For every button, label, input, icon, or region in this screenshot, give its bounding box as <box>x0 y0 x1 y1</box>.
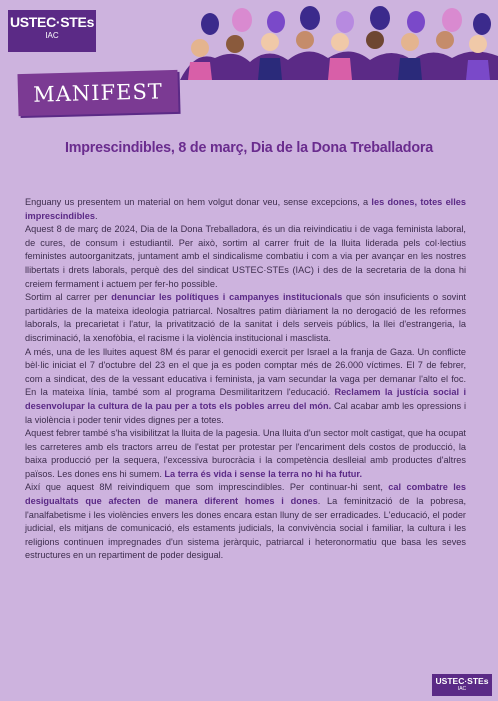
body-paragraph <box>25 481 466 563</box>
crowd-front-row <box>180 31 498 80</box>
body-paragraph <box>25 427 466 481</box>
body-paragraph <box>25 346 466 428</box>
manifest-body <box>25 196 466 563</box>
paragraph-text: . <box>94 210 98 221</box>
women-crowd-illustration <box>180 0 498 80</box>
emphasis-text: cal combatre les desigualtats que afecten de manera diferent homes i dones <box>25 482 467 507</box>
body-paragraph <box>25 291 466 345</box>
paragraph-text: Aquest 8 de març de 2024, Dia de la Dona Treballadora, és un dia reivindicatiu i de vaga feminista laboral, de cures, de consum i estudiantil. Per això, sortim al carrer fruit de la lluita liderada pels col·lectius feministes autoorganitzats, juntament amb el sindicalisme combatiu i com a via per avançar en les nostres llibertats i drets laborals, perquè des del sindicat USTEC·STEs (IAC) i des de la secretaria de la dona hi creiem fermament i actuem per fer-ho possible. <box>25 224 466 289</box>
ustec-logo-footer <box>432 674 492 696</box>
emphasis-text: Reclamem la justícia social i desenvolupar la cultura de la pau per a tots els pobles arreu del món. <box>25 387 466 411</box>
paragraph-text: . La feminització de la pobresa, l'analfabetisme i les violències envers les dones encara estan lluny de ser erradicades. L'educació, el poder judicial, els mitjans de comunicació, els estaments judicials, la convivència social i familiar, la cultura i les religions continuen impregnades d'un sistema jeràrquic, patriarcal i heteronormatiu que basa les seves estructures en un repartiment de poder desigual. <box>25 496 466 561</box>
crowd-back-row <box>201 6 491 35</box>
page-title: Imprescindibles, 8 de març, Dia de la Dona Treballadora <box>64 140 433 156</box>
paragraph-text: Aquest febrer també s'ha visibilitzat la lluita de la pagesia. Una lluita d'un sector molt castigat, que ha ocupat les carreteres amb els tractors arreu de l'estat per protestar per l'encariment dels costos de producció, la baixa producció per la sequera, l'excessiva burocràcia i la competència deslleial amb productes d'altres països. Les dones ens hi sumem. <box>25 428 466 479</box>
emphasis-text: La terra és vida i sense la terra no hi ha futur. <box>164 468 363 479</box>
emphasis-text: les dones, totes elles imprescindibles <box>25 197 466 221</box>
paragraph-text: Cal acabar amb les opressions i la violència i poder tenir vides dignes per a totes. <box>25 400 466 425</box>
manifest-label: MANIFEST <box>32 79 164 107</box>
body-paragraph <box>25 196 466 223</box>
logo-sub: IAC <box>45 31 59 40</box>
logo-footer-brand: USTEC·STEs <box>435 676 489 686</box>
body-paragraph <box>25 223 466 291</box>
paragraph-text: que són insuficients o sovint partidàries de la mateixa ideologia patriarcal. Nosaltres patim diàriament la no derogació de les reformes laborals, la precarietat i l'atur, la privatització de la sanitat i dels serveis públics, la llei d'estrangeria, la discriminació, la xenofòbia, el racisme i la violència institucional i masclista. <box>25 292 466 343</box>
manifest-banner <box>17 70 178 116</box>
paragraph-text: Sortim al carrer per <box>25 292 112 303</box>
paragraph-text: Enguany us presentem un material on hem volgut donar veu, sense excepcions, a <box>25 197 372 207</box>
paragraph-text: A més, una de les lluites aquest 8M és parar el genocidi exercit per Israel a la franja de Gaza. Un conflicte bèl·lic iniciat el 7 d'octubre del 23 en el que ja es poden comptar més de 26.000 víctimes. El 7 de febrer, com a sindicat, des de la vessant educativa i feminista, ja vam secundar la vaga per demanar l'alto el foc. En la mateixa línia, també som al programa Desmilitaritzem l'educació. <box>25 346 466 398</box>
logo-brand: USTEC·STEs <box>9 14 95 30</box>
logo-footer-sub: IAC <box>457 686 467 692</box>
emphasis-text: denunciar les polítiques i campanyes institucionals <box>111 292 343 303</box>
paragraph-text: Així que aquest 8M reivindiquem que som imprescindibles. Per continuar-hi sent, <box>25 482 389 493</box>
ustec-logo <box>8 10 96 52</box>
